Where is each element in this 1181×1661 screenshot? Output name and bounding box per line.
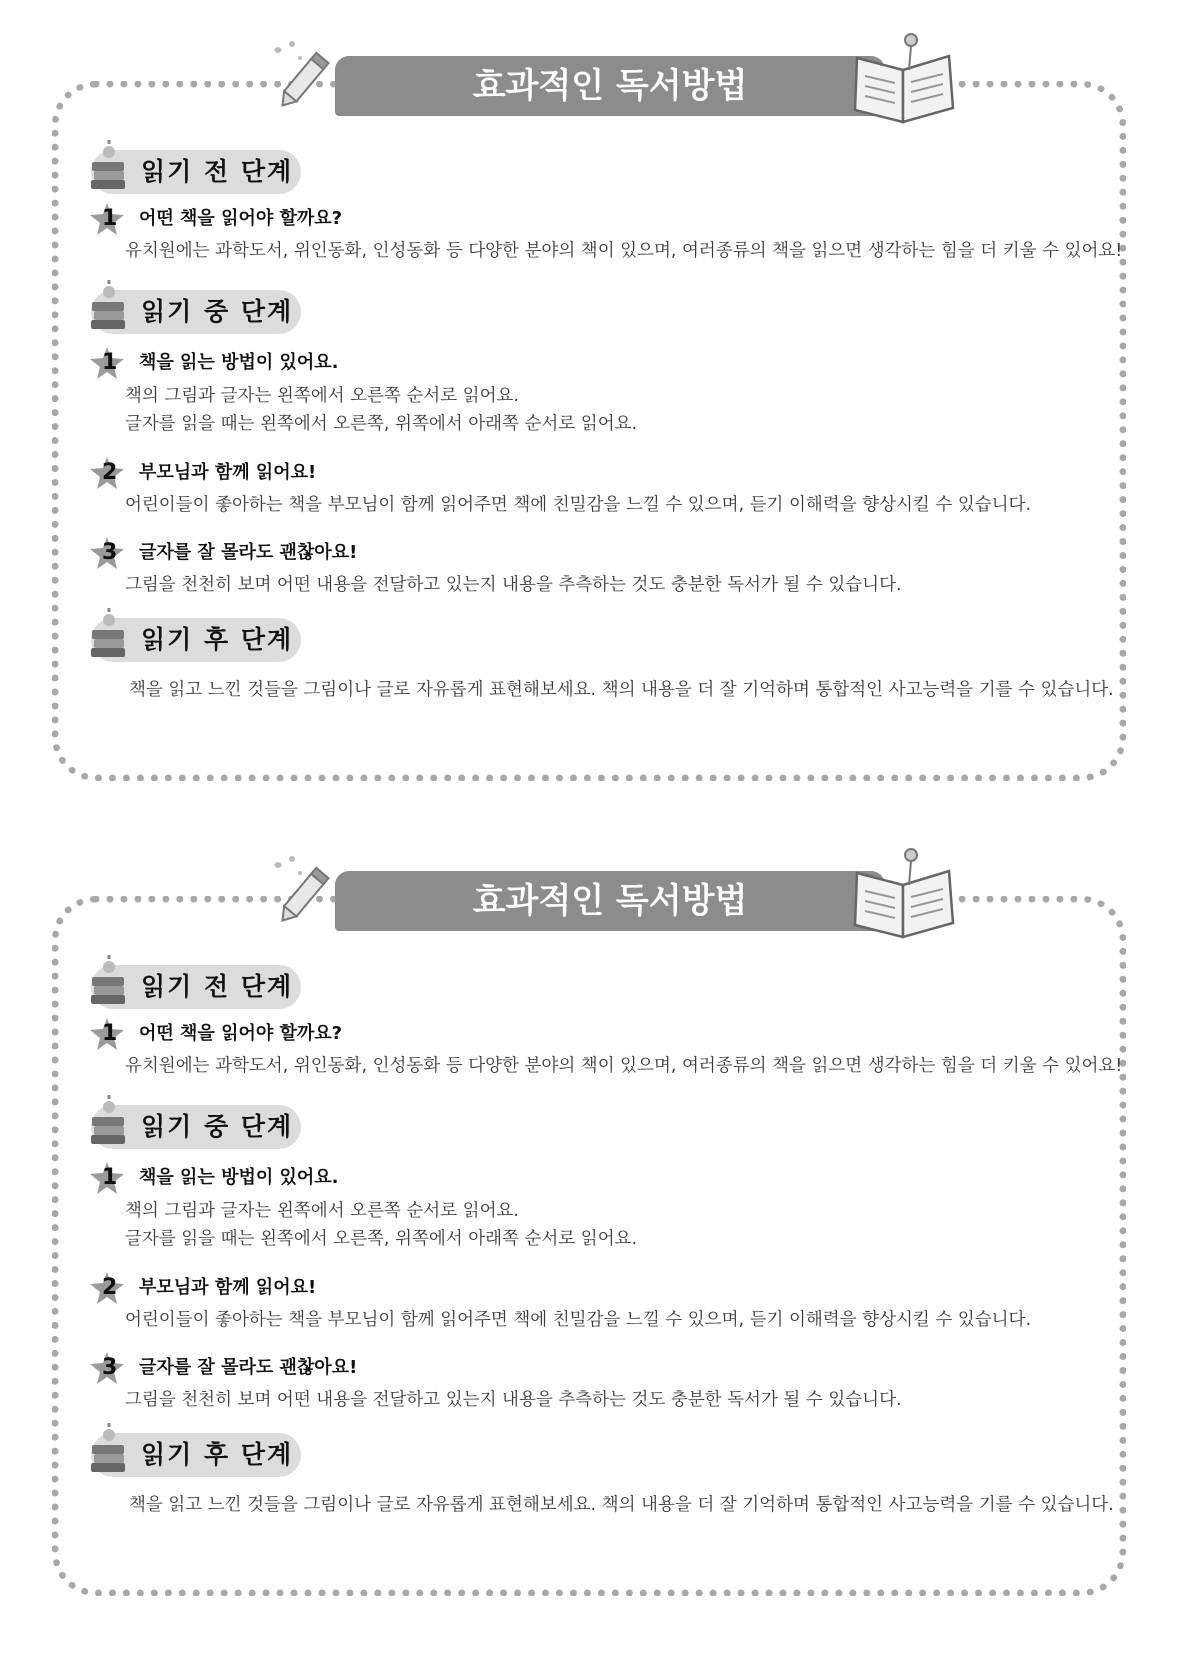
reading-guide-card-2 [52,881,1126,1596]
stage-label: 읽기 전 단계 [141,157,294,186]
body-text: 어린이들이 좋아하는 책을 부모님이 함께 읽어주면 책에 친밀감을 느낄 수 있으며, 듣기 이해력을 향상시킬 수 있습니다. [125,1310,1032,1330]
book-stack-icon [87,1423,131,1479]
body-text: 책을 읽고 느낀 것들을 그림이나 글로 자유롭게 표현해보세요. 책의 내용을 더 잘 기억하며 통합적인 사고능력을 기를 수 있습니다. [129,680,1114,700]
stage-after-reading [91,618,301,662]
question-heading [89,456,989,490]
question-number: 2 [102,460,118,485]
body-text: 그림을 천천히 보며 어떤 내용을 전달하고 있는지 내용을 추측하는 것도 충분한 독서가 될 수 있습니다. [125,1390,902,1410]
book-stack-icon [87,140,131,196]
stage-label: 읽기 후 단계 [141,625,294,654]
question-heading [89,1351,989,1385]
page-title: 효과적인 독서방법 [335,871,885,931]
open-book-icon [849,26,959,126]
question-heading [89,1017,989,1051]
question-title: 부모님과 함께 읽어요! [139,1277,317,1298]
body-text: 어린이들이 좋아하는 책을 부모님이 함께 읽어주면 책에 친밀감을 느낄 수 있으며, 듣기 이해력을 향상시킬 수 있습니다. [125,495,1032,515]
question-number: 1 [102,1021,118,1046]
question-heading [89,346,989,380]
book-stack-icon [87,280,131,336]
question-number: 1 [102,350,118,375]
question-title: 어떤 책을 읽어야 할까요? [139,1023,343,1044]
question-number: 3 [102,1355,118,1380]
question-heading [89,202,989,236]
question-number: 3 [102,540,118,565]
question-title: 부모님과 함께 읽어요! [139,462,317,483]
stage-before-reading [91,965,301,1009]
body-text: 책의 그림과 글자는 왼쪽에서 오른쪽 순서로 읽어요. [125,386,519,406]
stage-label: 읽기 후 단계 [141,1440,294,1469]
body-text: 책을 읽고 느낀 것들을 그림이나 글로 자유롭게 표현해보세요. 책의 내용을 더 잘 기억하며 통합적인 사고능력을 기를 수 있습니다. [129,1495,1114,1515]
book-stack-icon [87,1095,131,1151]
question-title: 어떤 책을 읽어야 할까요? [139,208,343,229]
question-title: 글자를 잘 몰라도 괜찮아요! [139,1357,358,1378]
body-text: 유치원에는 과학도서, 위인동화, 인성동화 등 다양한 분야의 책이 있으며, 여러종류의 책을 읽으면 생각하는 힘을 더 키울 수 있어요! [125,241,1123,261]
question-number: 1 [102,1165,118,1190]
open-book-icon [849,841,959,941]
stage-during-reading [91,290,301,334]
question-title: 책을 읽는 방법이 있어요. [139,1167,339,1188]
book-stack-icon [87,608,131,664]
question-title: 글자를 잘 몰라도 괜찮아요! [139,542,358,563]
question-heading [89,1271,989,1305]
question-number: 1 [102,206,118,231]
body-text: 책의 그림과 글자는 왼쪽에서 오른쪽 순서로 읽어요. [125,1201,519,1221]
stage-during-reading [91,1105,301,1149]
body-text: 글자를 읽을 때는 왼쪽에서 오른쪽, 위쪽에서 아래쪽 순서로 읽어요. [125,1229,638,1249]
body-text: 글자를 읽을 때는 왼쪽에서 오른쪽, 위쪽에서 아래쪽 순서로 읽어요. [125,414,638,434]
stage-label: 읽기 중 단계 [141,1112,294,1141]
question-number: 2 [102,1275,118,1300]
question-title: 책을 읽는 방법이 있어요. [139,352,339,373]
stage-after-reading [91,1433,301,1477]
stage-label: 읽기 전 단계 [141,972,294,1001]
book-stack-icon [87,955,131,1011]
pencil-icon [264,38,334,113]
body-text: 그림을 천천히 보며 어떤 내용을 전달하고 있는지 내용을 추측하는 것도 충분한 독서가 될 수 있습니다. [125,575,902,595]
question-heading [89,536,989,570]
reading-guide-card-1 [52,66,1126,781]
stage-label: 읽기 중 단계 [141,297,294,326]
page-title: 효과적인 독서방법 [335,56,885,116]
question-heading [89,1161,989,1195]
stage-before-reading [91,150,301,194]
body-text: 유치원에는 과학도서, 위인동화, 인성동화 등 다양한 분야의 책이 있으며, 여러종류의 책을 읽으면 생각하는 힘을 더 키울 수 있어요! [125,1056,1123,1076]
pencil-icon [264,853,334,928]
